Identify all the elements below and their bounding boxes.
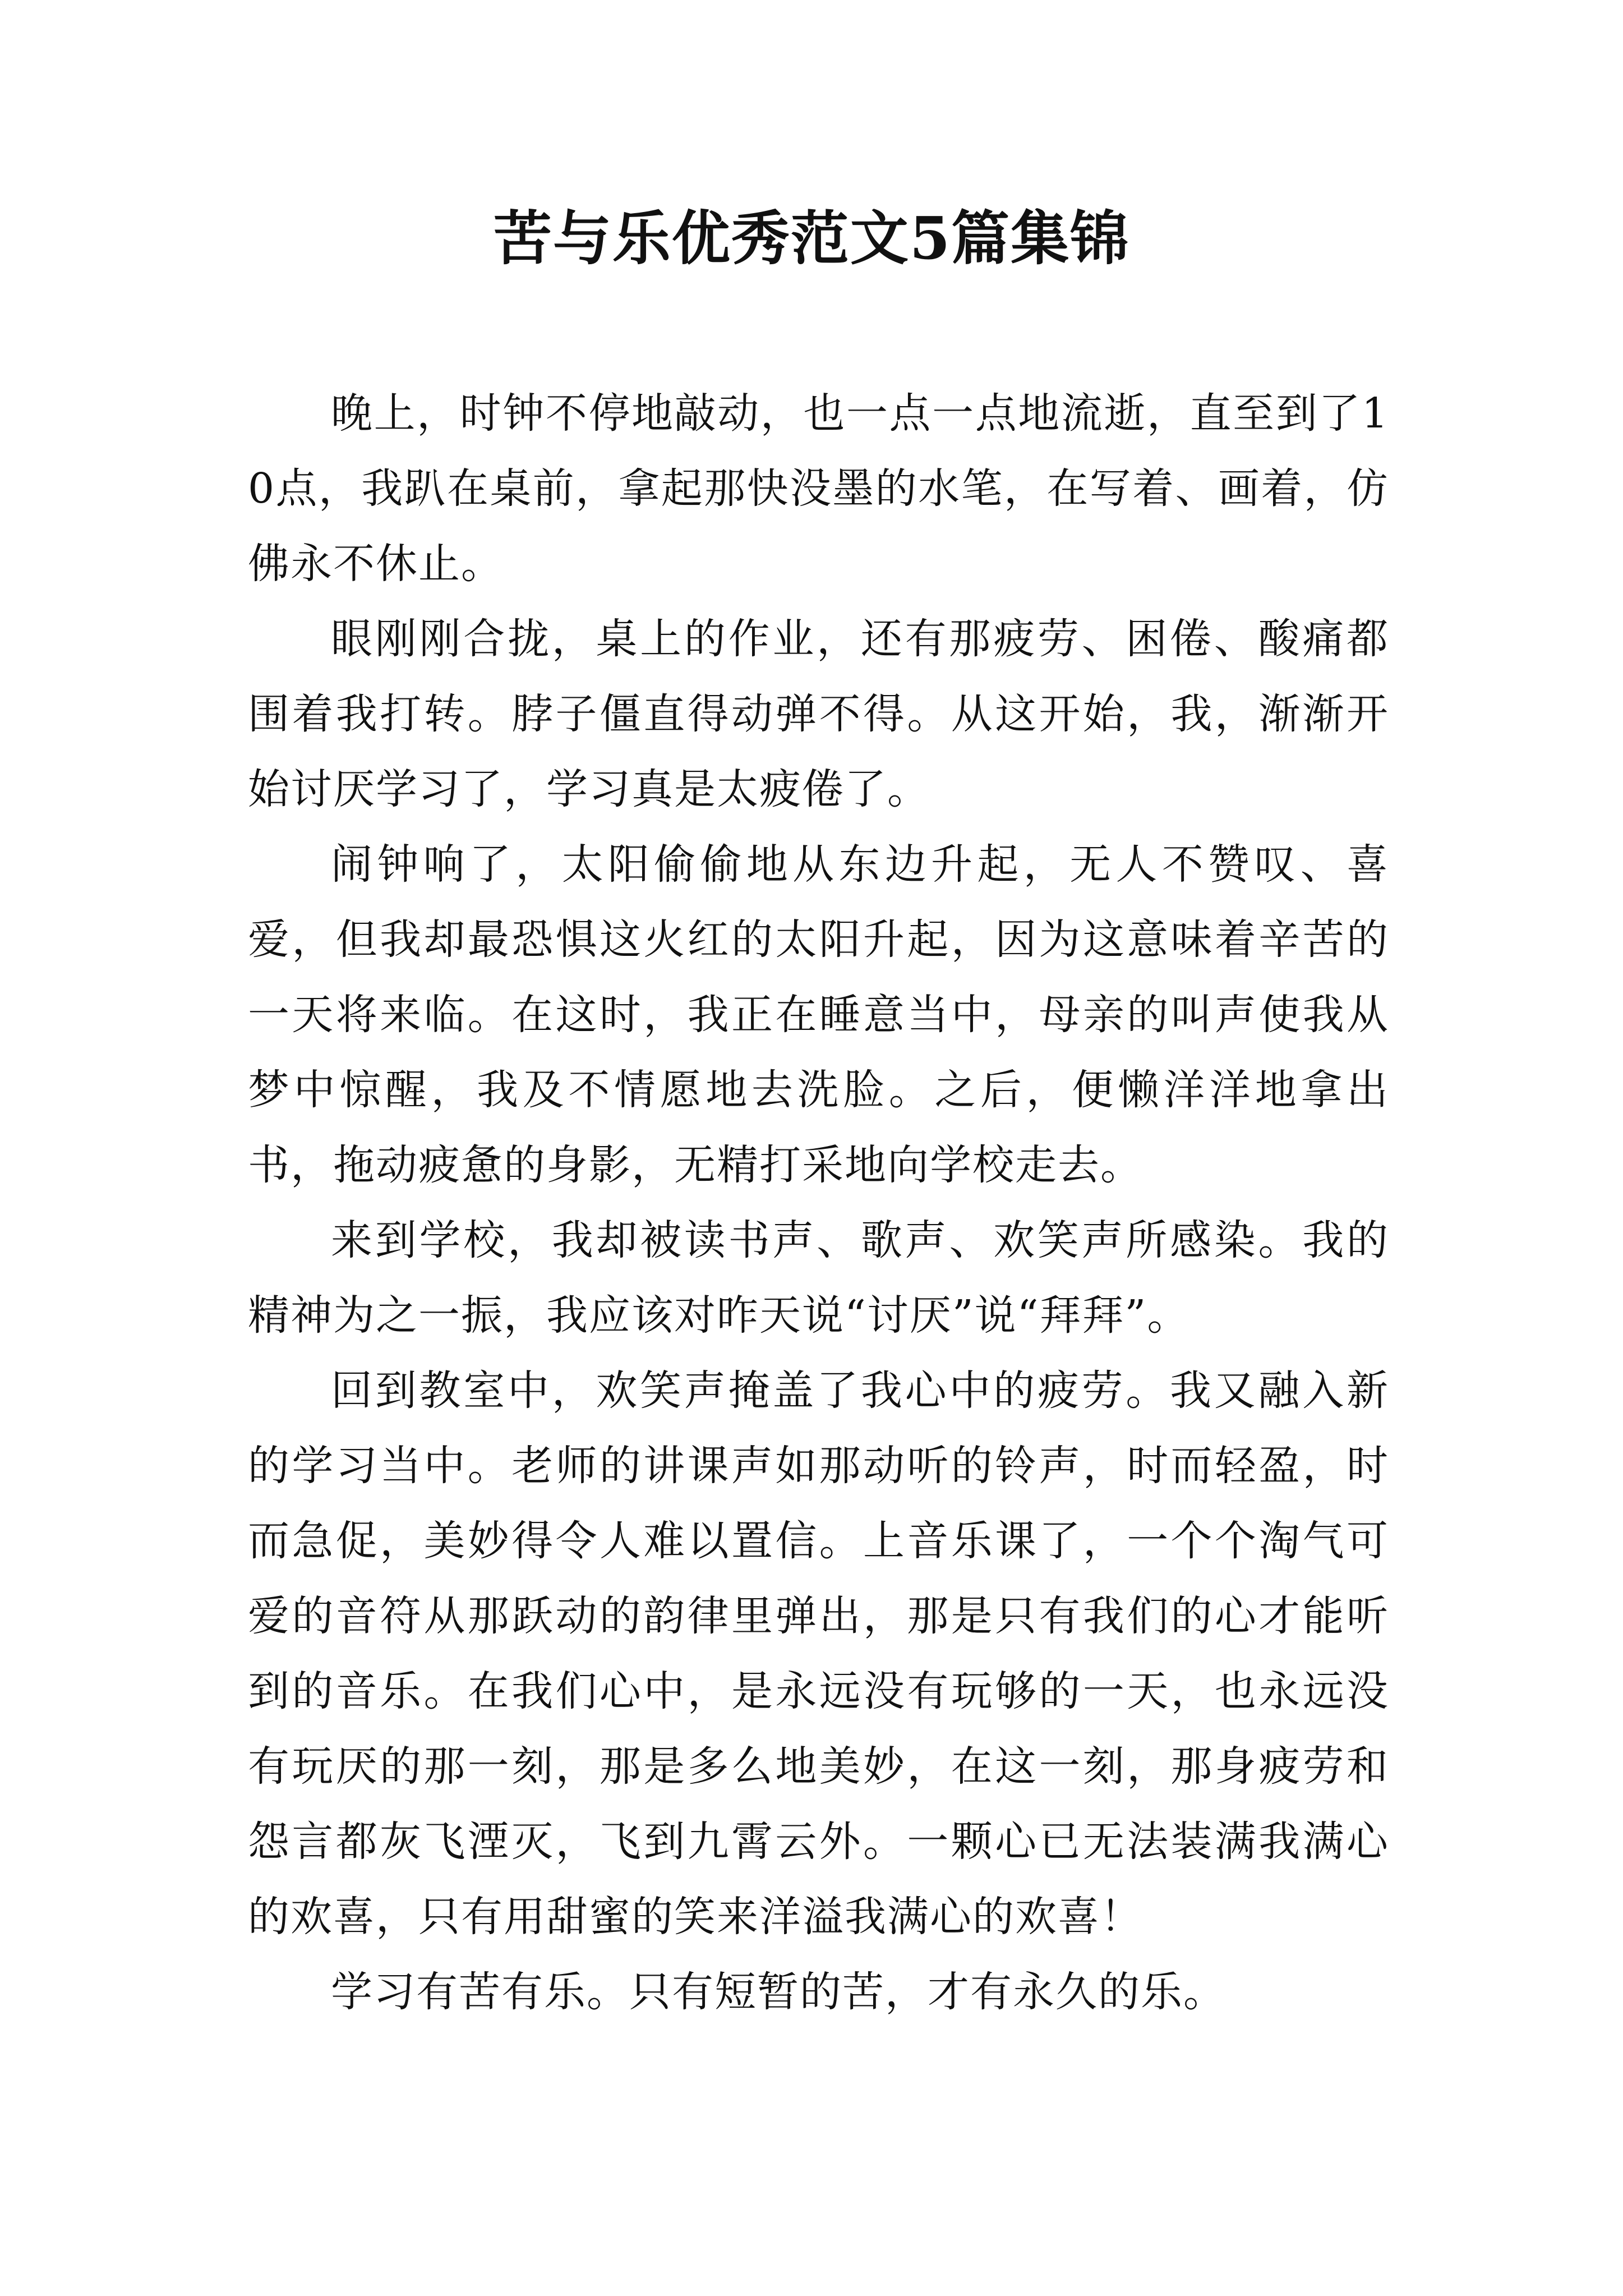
document-body — [248, 376, 1389, 2030]
paragraph-6: 学习有苦有乐。只有短暂的苦，才有永久的乐。 — [331, 1968, 1226, 2016]
document-title: 苦与乐优秀范文5篇集锦 — [493, 204, 1130, 273]
paragraph-3: 闹钟响了，太阳偷偷地从东边升起，无人不赞叹、喜爱，但我却最恐惧这火红的太阳升起，因为这意味着辛苦的一天将来临。在这时，我正在睡意当中，母亲的叫声使我从梦中惊醒，我及不情愿地去洗脸。之后，便懒洋洋地拿出书，拖动疲惫的身影，无精打采地向学校走去。 — [248, 840, 1389, 1189]
paragraph-4: 来到学校，我却被读书声、歌声、欢笑声所感染。我的精神为之一振，我应该对昨天说“讨厌”说“拜拜”。 — [248, 1216, 1389, 1340]
paragraph-5: 回到教室中，欢笑声掩盖了我心中的疲劳。我又融入新的学习当中。老师的讲课声如那动听的铃声，时而轻盈，时而急促，美妙得令人难以置信。上音乐课了，一个个淘气可爱的音符从那跃动的韵律里弹出，那是只有我们的心才能听到的音乐。在我们心中，是永远没有玩够的一天，也永远没有玩厌的那一刻，那是多么地美妙，在这一刻，那身疲劳和怨言都灰飞湮灭，飞到九霄云外。一颗心已无法装满我满心的欢喜，只有用甜蜜的笑来洋溢我满心的欢喜！ — [248, 1366, 1389, 1941]
paragraph-1: 晚上，时钟不停地敲动，也一点一点地流逝，直至到了10点，我趴在桌前，拿起那快没墨的水笔，在写着、画着，仿佛永不休止。 — [248, 389, 1389, 588]
paragraph-2: 眼刚刚合拢，桌上的作业，还有那疲劳、困倦、酸痛都围着我打转。脖子僵直得动弹不得。从这开始，我，渐渐开始讨厌学习了，学习真是太疲倦了。 — [248, 615, 1389, 813]
